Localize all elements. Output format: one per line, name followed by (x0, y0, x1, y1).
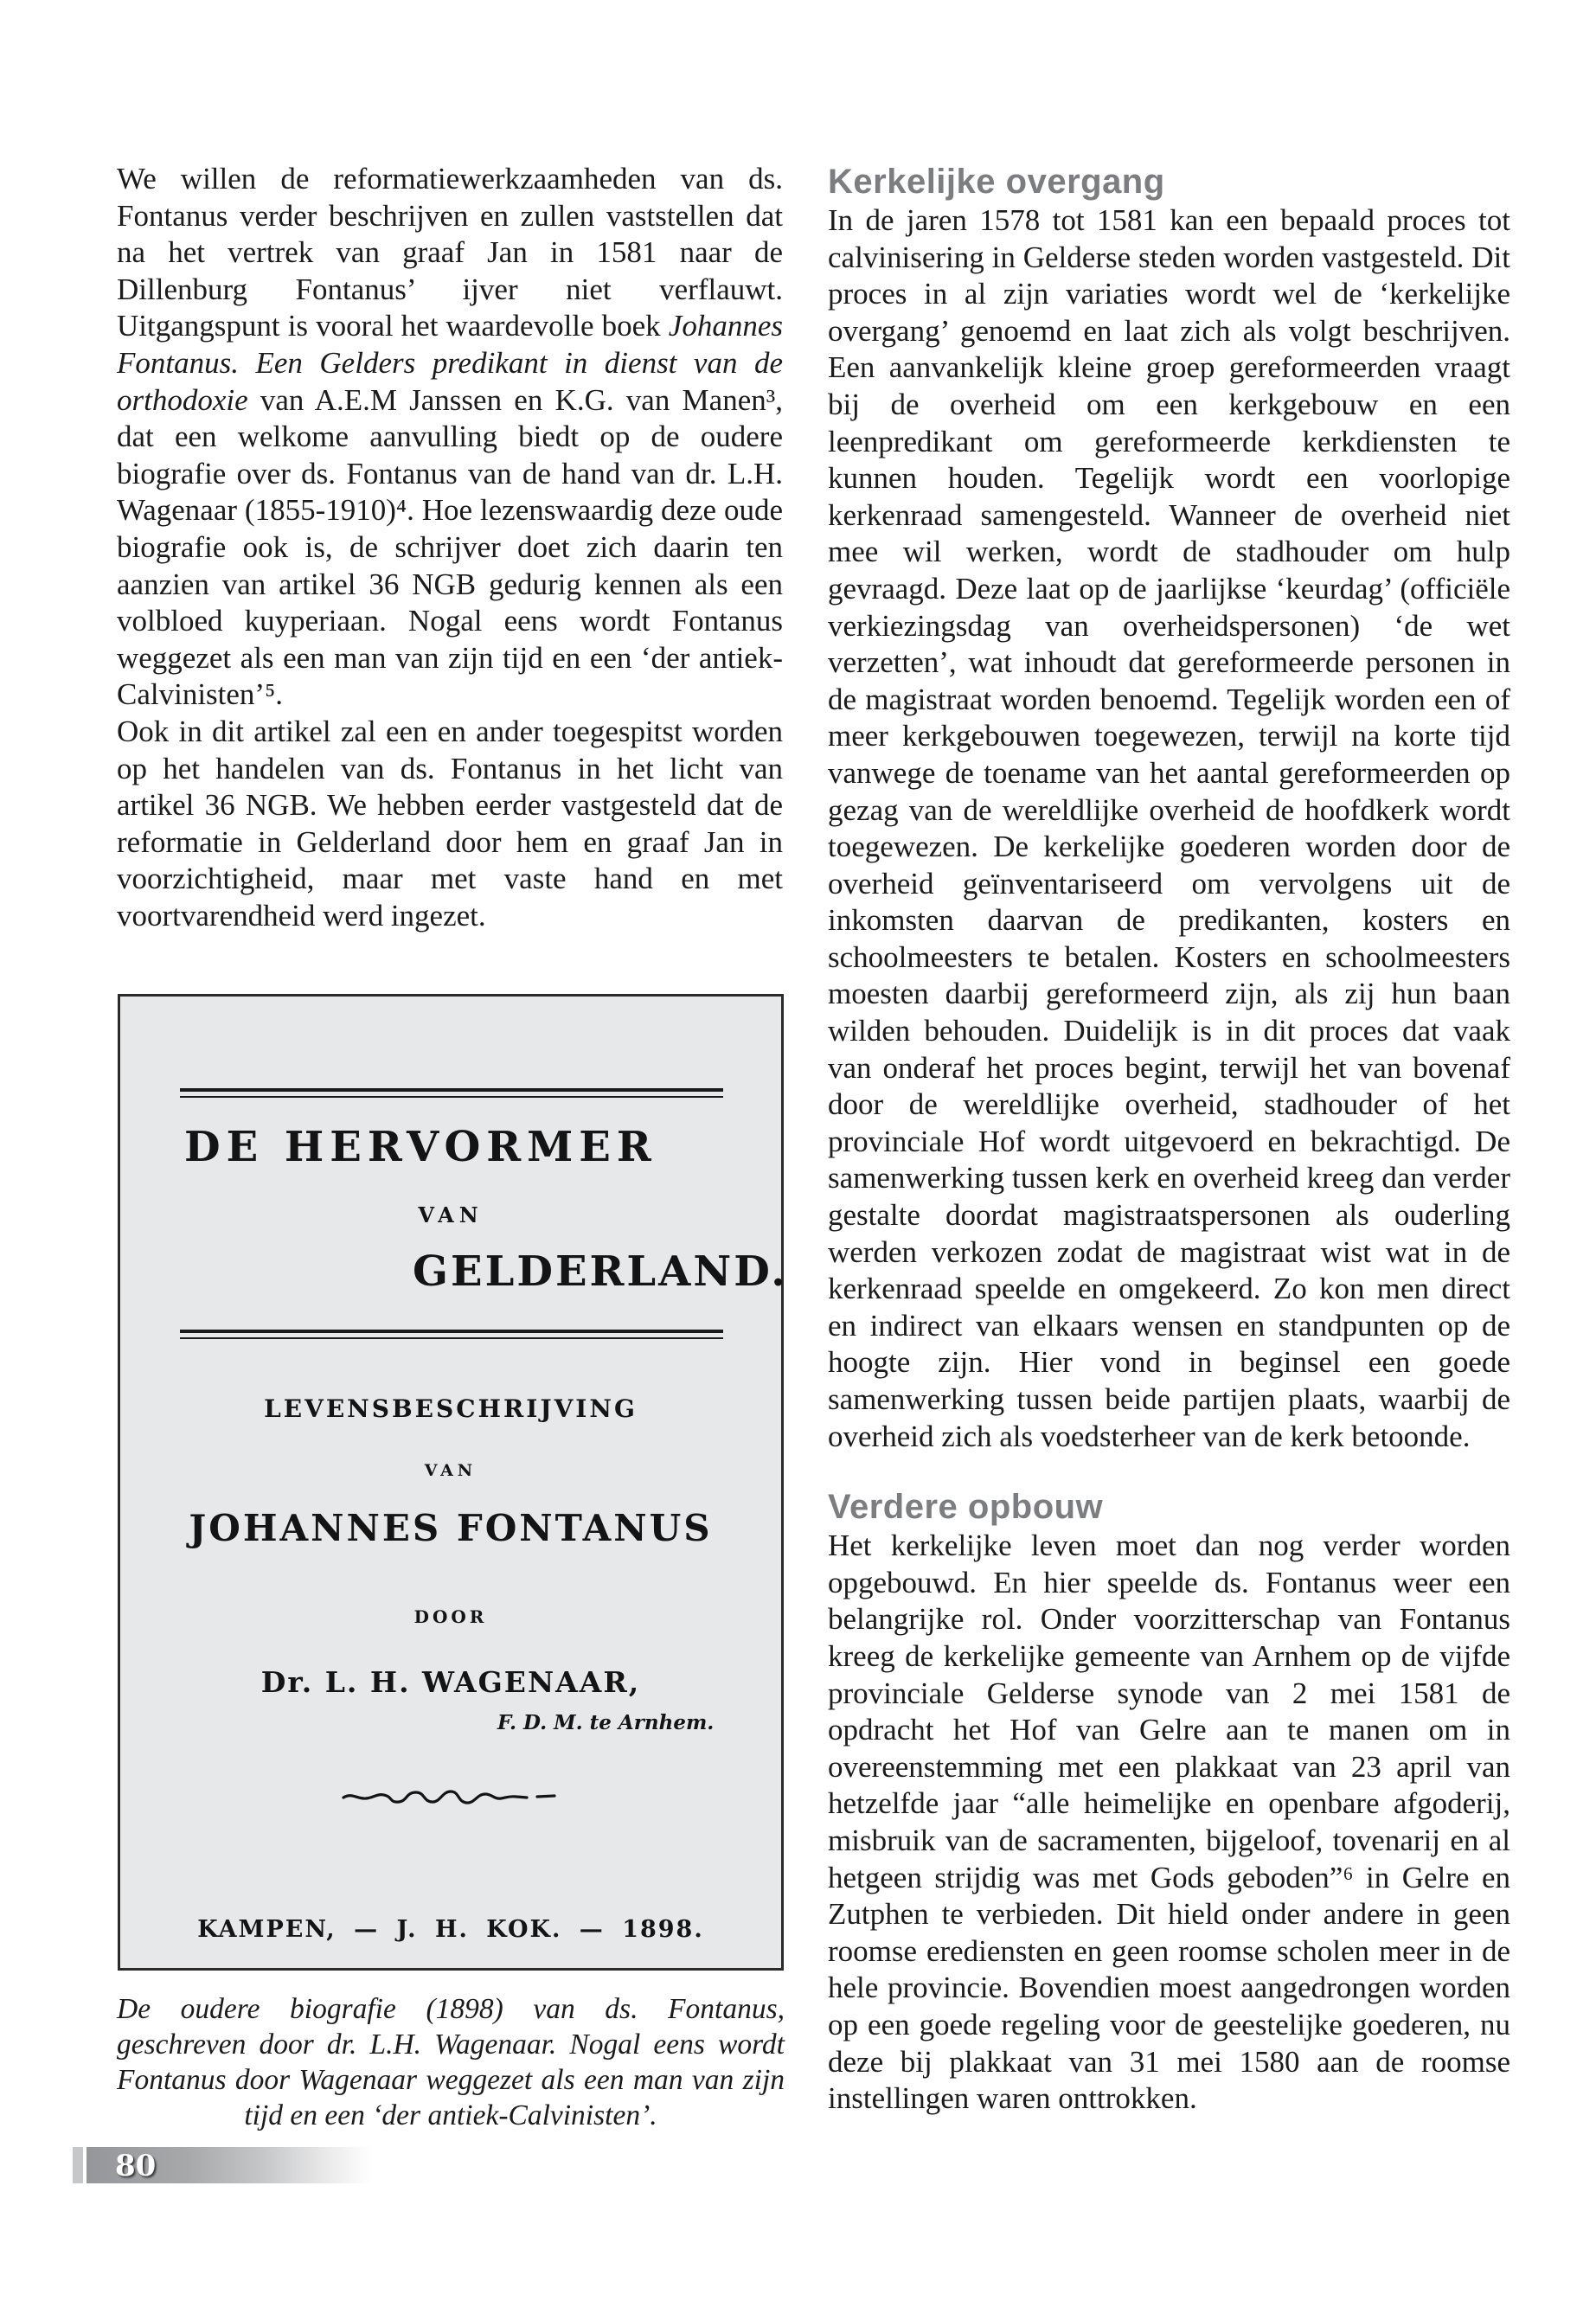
book-title-page-figure (118, 994, 788, 1971)
book-van-label: VAN (418, 1202, 484, 1227)
page-number: 80 (115, 2149, 157, 2183)
book-title-line-2: GELDERLAND. (413, 1247, 788, 1296)
book-author-subline: F. D. M. te Arnhem. (497, 1711, 715, 1734)
section-verdere-opbouw (828, 1486, 1510, 2118)
footer-page-bar (87, 2147, 372, 2183)
left-column (117, 161, 783, 934)
book-title-italic: Johannes Fontanus. Een Gelders predikant in dienst van de orthodoxie (117, 309, 783, 417)
left-paragraph-2: Ook in dit artikel zal een en ander toegespitst worden op het handelen van ds. Fontanus in het licht van artikel 36 NGB. We hebben eerder vastgesteld dat de reformatie in Gelderland door hem en graaf Jan in voorzichtigheid, maar met vaste hand en met voortvarendheid werd ingezet. (117, 714, 783, 933)
paragraph-text: We willen de reformatiewerkzaamheden van ds. Fontanus verder beschrijven en zullen vaststellen dat na het vertrek van graaf Jan in 1581 naar de Dillenburg Fontanus’ ijver niet verflauwt. Uitgangspunt is vooral het waardevolle boek (117, 162, 783, 343)
book-subject-name: JOHANNES FONTANUS (189, 1507, 713, 1549)
double-rule-top (180, 1088, 723, 1098)
section-heading: Verdere opbouw (828, 1488, 1104, 1527)
book-van-label-small: VAN (424, 1461, 478, 1480)
paragraph-text: van A.E.M Janssen en K.G. van Manen³, dat een welkome aanvulling biedt op de oudere biografie over ds. Fontanus van de hand van dr. L.H. Wagenaar (1855-1910)⁴. Hoe lezenswaardig deze oude biografie ook is, de schrijver doet zich daarin ten aanzien van artikel 36 NGB gedurig kennen als een volbloed kuyperiaan. Nogal eens wordt Fontanus weggezet als een man van zijn tijd en een ‘der antiek-Calvinisten’⁵. (117, 382, 783, 712)
footer-accent-strip (73, 2147, 83, 2183)
left-paragraph-1 (117, 161, 783, 714)
ornament-squiggle-icon (120, 1785, 781, 1811)
section-heading: Kerkelijke overgang (828, 163, 1165, 201)
book-author: Dr. L. H. WAGENAAR, (260, 1665, 641, 1699)
book-title-line-1: DE HERVORMER (184, 1123, 657, 1171)
book-subtitle: LEVENSBESCHRIJVING (264, 1394, 638, 1423)
double-rule-middle (180, 1330, 723, 1339)
book-door-label: DOOR (413, 1606, 488, 1627)
section-body: Het kerkelijke leven moet dan nog verder worden opgebouwd. En hier speelde ds. Fontanus weer een belangrijke rol. Onder voorzitterschap van Fontanus kreeg de kerkelijke gemeente van Arnhem op de vijfde provinciale Gelderse synode van 2 mei 1581 de opdracht het Hof van Gelre aan te manen om in overeenstemming met een plakkaat van 23 april van hetzelfde jaar “alle heimelijke en openbare afgoderij, misbruik van de sacramenten, bijgeloof, tovenarij en al hetgeen strijdig was met Gods geboden”⁶ in Gelre en Zutphen te verbieden. Dit hield onder andere in geen roomse erediensten en geen roomse scholen meer in de hele provincie. Bovendien moest aangedrongen worden op een goede regeling voor de geestelijke goederen, nu deze bij plakkaat van 31 mei 1580 aan de roomse instellingen waren onttrokken. (828, 1529, 1510, 2116)
section-kerkelijke-overgang (828, 161, 1510, 1455)
section-body: In de jaren 1578 tot 1581 kan een bepaald proces tot calvinisering in Gelderse steden worden vastgesteld. Dit proces in al zijn variaties wordt wel de ‘kerkelijke overgang’ genoemd en laat zich als volgt beschrijven. Een aanvankelijk kleine groep gereformeerden vraagt bij de overheid om een kerkgebouw en een leenpredikant om gereformeerde kerkdiensten te kunnen houden. Tegelijk wordt een voorlopige kerkenraad samengesteld. Wanneer de overheid niet mee wil werken, wordt de stadhouder om hulp gevraagd. Deze laat op de jaarlijkse ‘keurdag’ (officiële verkiezingsdag van overheidspersonen) ‘de wet verzetten’, wat inhoudt dat gereformeerde personen in de magistraat worden benoemd. Tegelijk worden een of meer kerkgebouwen toegewezen, terwijl na korte tijd vanwege de toename van het aantal gereformeerden op gezag van de wereldlijke overheid de hoofdkerk wordt toegewezen. De kerkelijke goederen worden door de overheid geïnventariseerd om vervolgens uit de inkomsten daarvan de predikanten, kosters en schoolmeesters te betalen. Kosters en schoolmeesters moesten daarbij gereformeerd zijn, als zij hun baan wilden behouden. Duidelijk is in dit proces dat vaak van onderaf het proces begint, terwijl het van bovenaf door de wereldlijke overheid, stadhouder of het provinciale Hof wordt uitgevoerd en bekrachtigd. De samenwerking tussen kerk en overheid kreeg dan verder gestalte doordat magistraatspersonen als ouderling werden verkozen zodat de magistraat wist wat in de kerkenraad speelde en omgekeerd. Zo kon men direct en indirect van elkaars wensen en standpunten op de hoogte zijn. Hier vond in beginsel een goede samenwerking tussen beide partijen plaats, waarbij de overheid zich als voedsterheer van de kerk betoonde. (828, 203, 1510, 1453)
book-imprint: KAMPEN, — J. H. KOK. — 1898. (197, 1916, 704, 1943)
right-column (828, 161, 1510, 2118)
figure-caption: De oudere biografie (1898) van ds. Fontanus, geschreven door dr. L.H. Wagenaar. Nogal eens wordt Fontanus door Wagenaar weggezet als een man van zijn tijd en een ‘der antiek-Calvinisten’. (117, 1993, 785, 2131)
